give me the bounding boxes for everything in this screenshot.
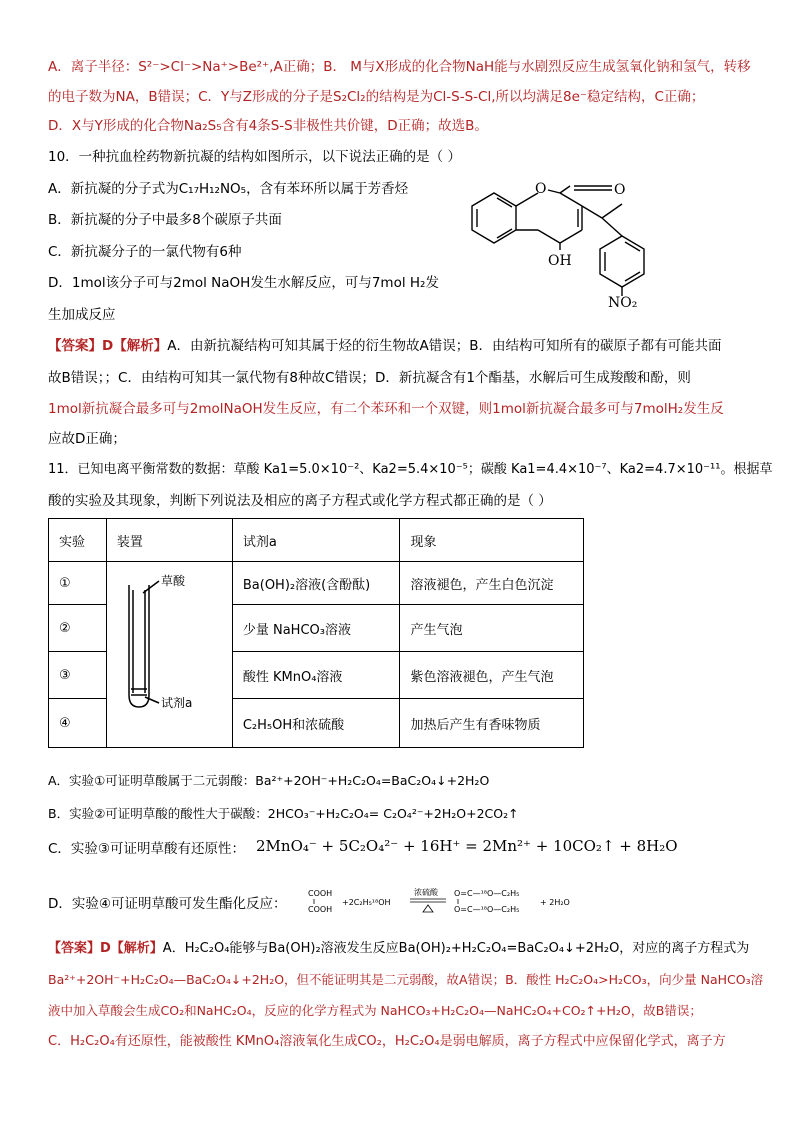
table-header-cell: 装置	[106, 519, 232, 562]
table-cell-phenomenon: 紫色溶液褪色，产生气泡	[400, 652, 584, 699]
svg-text:O: O	[535, 181, 547, 197]
q11-option-a: A．实验①可证明草酸属于二元弱酸：Ba²⁺+2OH⁻+H₂C₂O₄=BaC₂O₄↓+2H₂O	[48, 773, 490, 788]
eq-cooh-bottom: COOH	[308, 905, 333, 914]
table-cell-phenomenon: 加热后产生有香味物质	[400, 699, 584, 748]
q10-answer-line-2: 故B错误；；C．由结构可知其一氯代物有8种故C错误；D．新抗凝含有1个酯基，水解后可生成羧酸和酚，则	[48, 370, 691, 386]
table-row	[49, 562, 584, 605]
table-header-cell: 实验	[49, 519, 107, 562]
q10-structure-oh-label: OH	[548, 253, 572, 269]
q11-answer-line-2: Ba²⁺+2OH⁻+H₂C₂O₄—BaC₂O₄↓+2H₂O，但不能证明其是二元弱酸，故A错误；B．酸性 H₂C₂O₄>H₂CO₃，向少量 NaHCO₃溶	[48, 972, 764, 987]
q11-answer-text-1: A．H₂C₂O₄能够与Ba(OH)₂溶液发生反应Ba(OH)₂+H₂C₂O₄=BaC₂O₄↓+2H₂O，对应的离子方程式为	[162, 941, 750, 956]
table-cell-phenomenon: 溶液褪色，产生白色沉淀	[400, 562, 584, 605]
table-cell-reagent: Ba(OH)₂溶液(含酚酞)	[232, 562, 400, 605]
eq-cooh-top: COOH	[308, 889, 333, 898]
prev-explanation-line-2: 的电子数为NA，B错误；C．Y与Z形成的分子是S₂Cl₂的结构是为Cl-S-S-Cl,所以均满足8e⁻稳定结构，C正确；	[48, 89, 705, 105]
q10-answer-tag: 【答案】D【解析】	[48, 338, 168, 354]
prev-explanation-line-3: D．X与Y形成的化合物Na₂S₅含有4条S-S非极性共价键，D正确；故选B。	[48, 118, 488, 134]
table-cell-device	[106, 562, 232, 748]
test-tube-icon	[107, 565, 231, 745]
table-cell-phenomenon: 产生气泡	[400, 605, 584, 652]
q10-option-a: A．新抗凝的分子式为C₁₇H₁₂NO₅，含有苯环所以属于芳香烃	[48, 181, 409, 197]
q11-answer-line-3: 液中加入草酸会生成CO₂和NaHC₂O₄，反应的化学方程式为 NaHCO₃+H₂C₂O₄—NaHC₂O₄+CO₂↑+H₂O，故B错误；	[48, 1003, 702, 1018]
q11-answer-line-1	[48, 940, 749, 958]
table-header-row	[49, 519, 584, 562]
prev-explanation-line-1: A．离子半径：S²⁻>Cl⁻>Na⁺>Be²⁺,A正确；B． M与X形成的化合物NaH能与水剧烈反应生成氢氧化钠和氢气，转移	[48, 59, 751, 75]
eq-product-top: O=C—¹⁸O—C₂H₅	[454, 889, 520, 898]
q10-answer-line-3: 1mol新抗凝合最多可与2molNaOH发生反应，有二个苯环和一个双键，则1mol新抗凝合最多可与7molH₂发生反	[48, 401, 724, 417]
eq-catalyst: 浓硫酸	[414, 888, 438, 897]
table-cell-experiment: ③	[49, 652, 107, 699]
table-cell-experiment: ④	[49, 699, 107, 748]
q11-option-c: C．实验③可证明草酸有还原性：	[48, 841, 246, 857]
q11-answer-line-4: C．H₂C₂O₄有还原性，能被酸性 KMnO₄溶液氧化生成CO₂，H₂C₂O₄是弱电解质，离子方程式中应保留化学式，离子方	[48, 1034, 726, 1049]
q10-option-b: B．新抗凝的分子中最多8个碳原子共面	[48, 212, 282, 228]
q11-stem-line-2: 酸的实验及其现象，判断下列说法及相应的离子方程式或化学方程式都正确的是（ ）	[48, 493, 552, 509]
q10-option-c: C．新抗凝分子的一氯代物有6种	[48, 244, 242, 260]
svg-text:O: O	[614, 182, 626, 198]
q11-experiment-table	[48, 518, 584, 748]
eq-water: + 2H₂O	[540, 898, 570, 907]
eq-reagent: +2C₂H₅¹⁸OH	[342, 898, 391, 907]
q10-molecule-structure	[462, 168, 702, 308]
q11-stem-line-1: 11．已知电离平衡常数的数据：草酸 Ka1=5.0×10⁻²、Ka2=5.4×10⁻⁵；碳酸 Ka1=4.4×10⁻⁷、Ka2=4.7×10⁻¹¹。根据草	[48, 462, 773, 477]
q11-option-c-equation: 2MnO₄⁻ + 5C₂O₄²⁻ + 16H⁺ = 2Mn²⁺ + 10CO₂↑ + 8H₂O	[256, 837, 678, 855]
table-header-cell: 现象	[400, 519, 584, 562]
q10-structure-no2-label: NO₂	[608, 295, 638, 308]
q10-answer-line-1	[48, 337, 721, 355]
q10-answer-line-4: 应故D正确；	[48, 431, 126, 447]
table-cell-reagent: 酸性 KMnO₄溶液	[232, 652, 400, 699]
table-cell-experiment: ②	[49, 605, 107, 652]
table-cell-reagent: 少量 NaHCO₃溶液	[232, 605, 400, 652]
table-cell-reagent: C₂H₅OH和浓硫酸	[232, 699, 400, 748]
eq-product-bottom: O=C—¹⁸O—C₂H₅	[454, 905, 520, 914]
q11-option-b: B．实验②可证明草酸的酸性大于碳酸：2HCO₃⁻+H₂C₂O₄= C₂O₄²⁻+2H₂O+2CO₂↑	[48, 806, 519, 821]
q10-stem: 10．一种抗血栓药物新抗凝的结构如图所示，以下说法正确的是（ ）	[48, 149, 461, 165]
q10-answer-text-1: A．由新抗凝结构可知其属于烃的衍生物故A错误；B．由结构可知所有的碳原子都有可能共面	[167, 338, 722, 354]
q11-option-d: D．实验④可证明草酸可发生酯化反应：	[48, 896, 287, 912]
q11-answer-tag: 【答案】D【解析】	[48, 941, 163, 956]
table-header-cell: 试剂a	[232, 519, 400, 562]
device-label-reagent: 试剂a	[160, 695, 193, 710]
table-cell-experiment: ①	[49, 562, 107, 605]
q11-option-d-equation	[304, 882, 604, 922]
device-label-oxalic: 草酸	[160, 573, 185, 588]
q10-option-d-cont: 生加成反应	[48, 307, 116, 323]
q10-option-d: D．1mol该分子可与2mol NaOH发生水解反应，可与7mol H₂发	[48, 275, 439, 291]
